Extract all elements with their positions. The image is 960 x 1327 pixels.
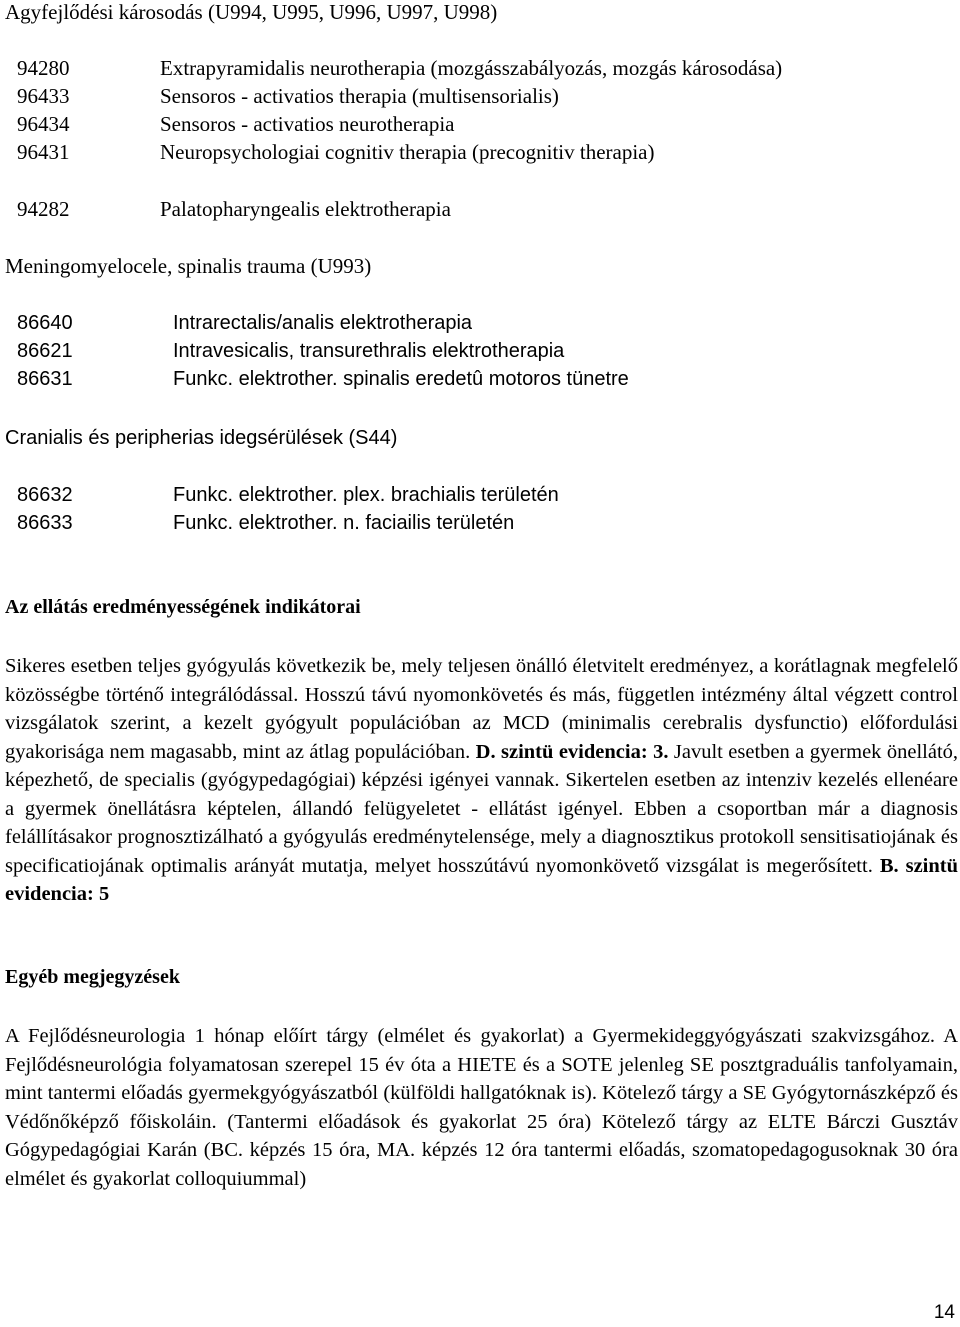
- procedure-code: 86633: [17, 512, 73, 534]
- procedure-code: 94282: [17, 197, 70, 221]
- procedure-description: Funkc. elektrother. plex. brachialis területén: [173, 484, 559, 506]
- procedure-code: 86632: [17, 484, 73, 506]
- evidence-level-b: B. szintü evidencia: 5: [5, 854, 958, 905]
- section-heading-cranial: Cranialis és peripherias idegsérülések (S44): [5, 427, 398, 449]
- procedure-code: 86640: [17, 312, 73, 334]
- indicators-text-1: Sikeres esetben teljes gyógyulás következik be, mely teljesen önálló életvitelt eredményez, a korátlagnak megfelelő közösségbe történő integrálódással. Hosszú távú nyomonkövetés és más, független intézmény által végzett control vizsgálatok szerint, a kezelt gyógyult populációban az MCD (minimalis cerebralis dysfunctio) előfordulási gyakorisága nem magasabb, mint az átlag populációban.: [5, 655, 958, 763]
- notes-heading: Egyéb megjegyzések: [5, 966, 180, 988]
- procedure-description: Sensoros - activatios therapia (multisensorialis): [160, 84, 559, 108]
- procedure-description: Funkc. elektrother. spinalis eredetû motoros tünetre: [173, 368, 629, 390]
- procedure-description: Palatopharyngealis elektrotherapia: [160, 197, 451, 221]
- procedure-code: 86631: [17, 368, 73, 390]
- evidence-level-d: D. szintü evidencia: 3.: [475, 740, 669, 763]
- procedure-description: Neuropsychologiai cognitiv therapia (precognitiv therapia): [160, 140, 655, 164]
- procedure-description: Intravesicalis, transurethralis elektrotherapia: [173, 340, 565, 362]
- procedure-description: Extrapyramidalis neurotherapia (mozgásszabályozás, mozgás károsodása): [160, 56, 783, 80]
- procedure-code: 86621: [17, 340, 73, 362]
- procedure-description: Intrarectalis/analis elektrotherapia: [173, 312, 473, 334]
- indicators-paragraph: [5, 652, 958, 909]
- notes-paragraph: A Fejlődésneurologia 1 hónap előírt tárgy (elmélet és gyakorlat) a Gyermekideggyógyászati szakvizsgához. A Fejlődésneurológia folyamatosan szerepel 15 év óta a HIETE és a SOTE jelenleg SE posztgraduális tanfolyamain, mint tantermi előadás gyermekgyógyászatból (külföldi hallgatóknak is). Kötelező tárgy a SE Gyógytornászképző és Védőnőképző főiskoláin. (Tantermi előadások és gyakorlat 25 óra) Kötelező tárgy az ELTE Bárczi Gusztáv Gógypedagógiai Karán (BC. képzés 15 óra, MA. képzés 12 óra tantermi előadás, szomatopedagogusoknak 30 óra elmélet és gyakorlat colloquiummal): [5, 1025, 958, 1190]
- procedure-description: Sensoros - activatios neurotherapia: [160, 112, 455, 136]
- procedure-code: 96431: [17, 140, 70, 164]
- section-heading-brain-damage: Agyfejlődési károsodás (U994, U995, U996, U997, U998): [5, 0, 498, 24]
- procedure-code: 96433: [17, 84, 70, 108]
- indicators-heading: Az ellátás eredményességének indikátorai: [5, 596, 361, 618]
- section-heading-spinal: Meningomyelocele, spinalis trauma (U993): [5, 254, 372, 278]
- page-number: 14: [933, 1302, 955, 1323]
- procedure-code: 96434: [17, 112, 70, 136]
- procedure-code: 94280: [17, 56, 70, 80]
- indicators-text-2: Javult esetben a gyermek önellátó, képezhető, de specialis (gyógypedagógiai) képzési igényei vannak. Sikertelen esetben az intenziv kezelés ellenéare a gyermek önellátásra képtelen, állandó felügyeletet - ellátást igényel. Ebben a csoportban már a diagnosis felállításakor prognosztizálható a gyógyulás eredménytelensége, mely a diagnosztikus protokoll sensitisatiojának és specificatiojának optimalis arányát mutatja, melyet hosszútávú nyomonkövető vizsgálat is megerősített.: [5, 740, 959, 877]
- procedure-description: Funkc. elektrother. n. faciailis területén: [173, 512, 515, 534]
